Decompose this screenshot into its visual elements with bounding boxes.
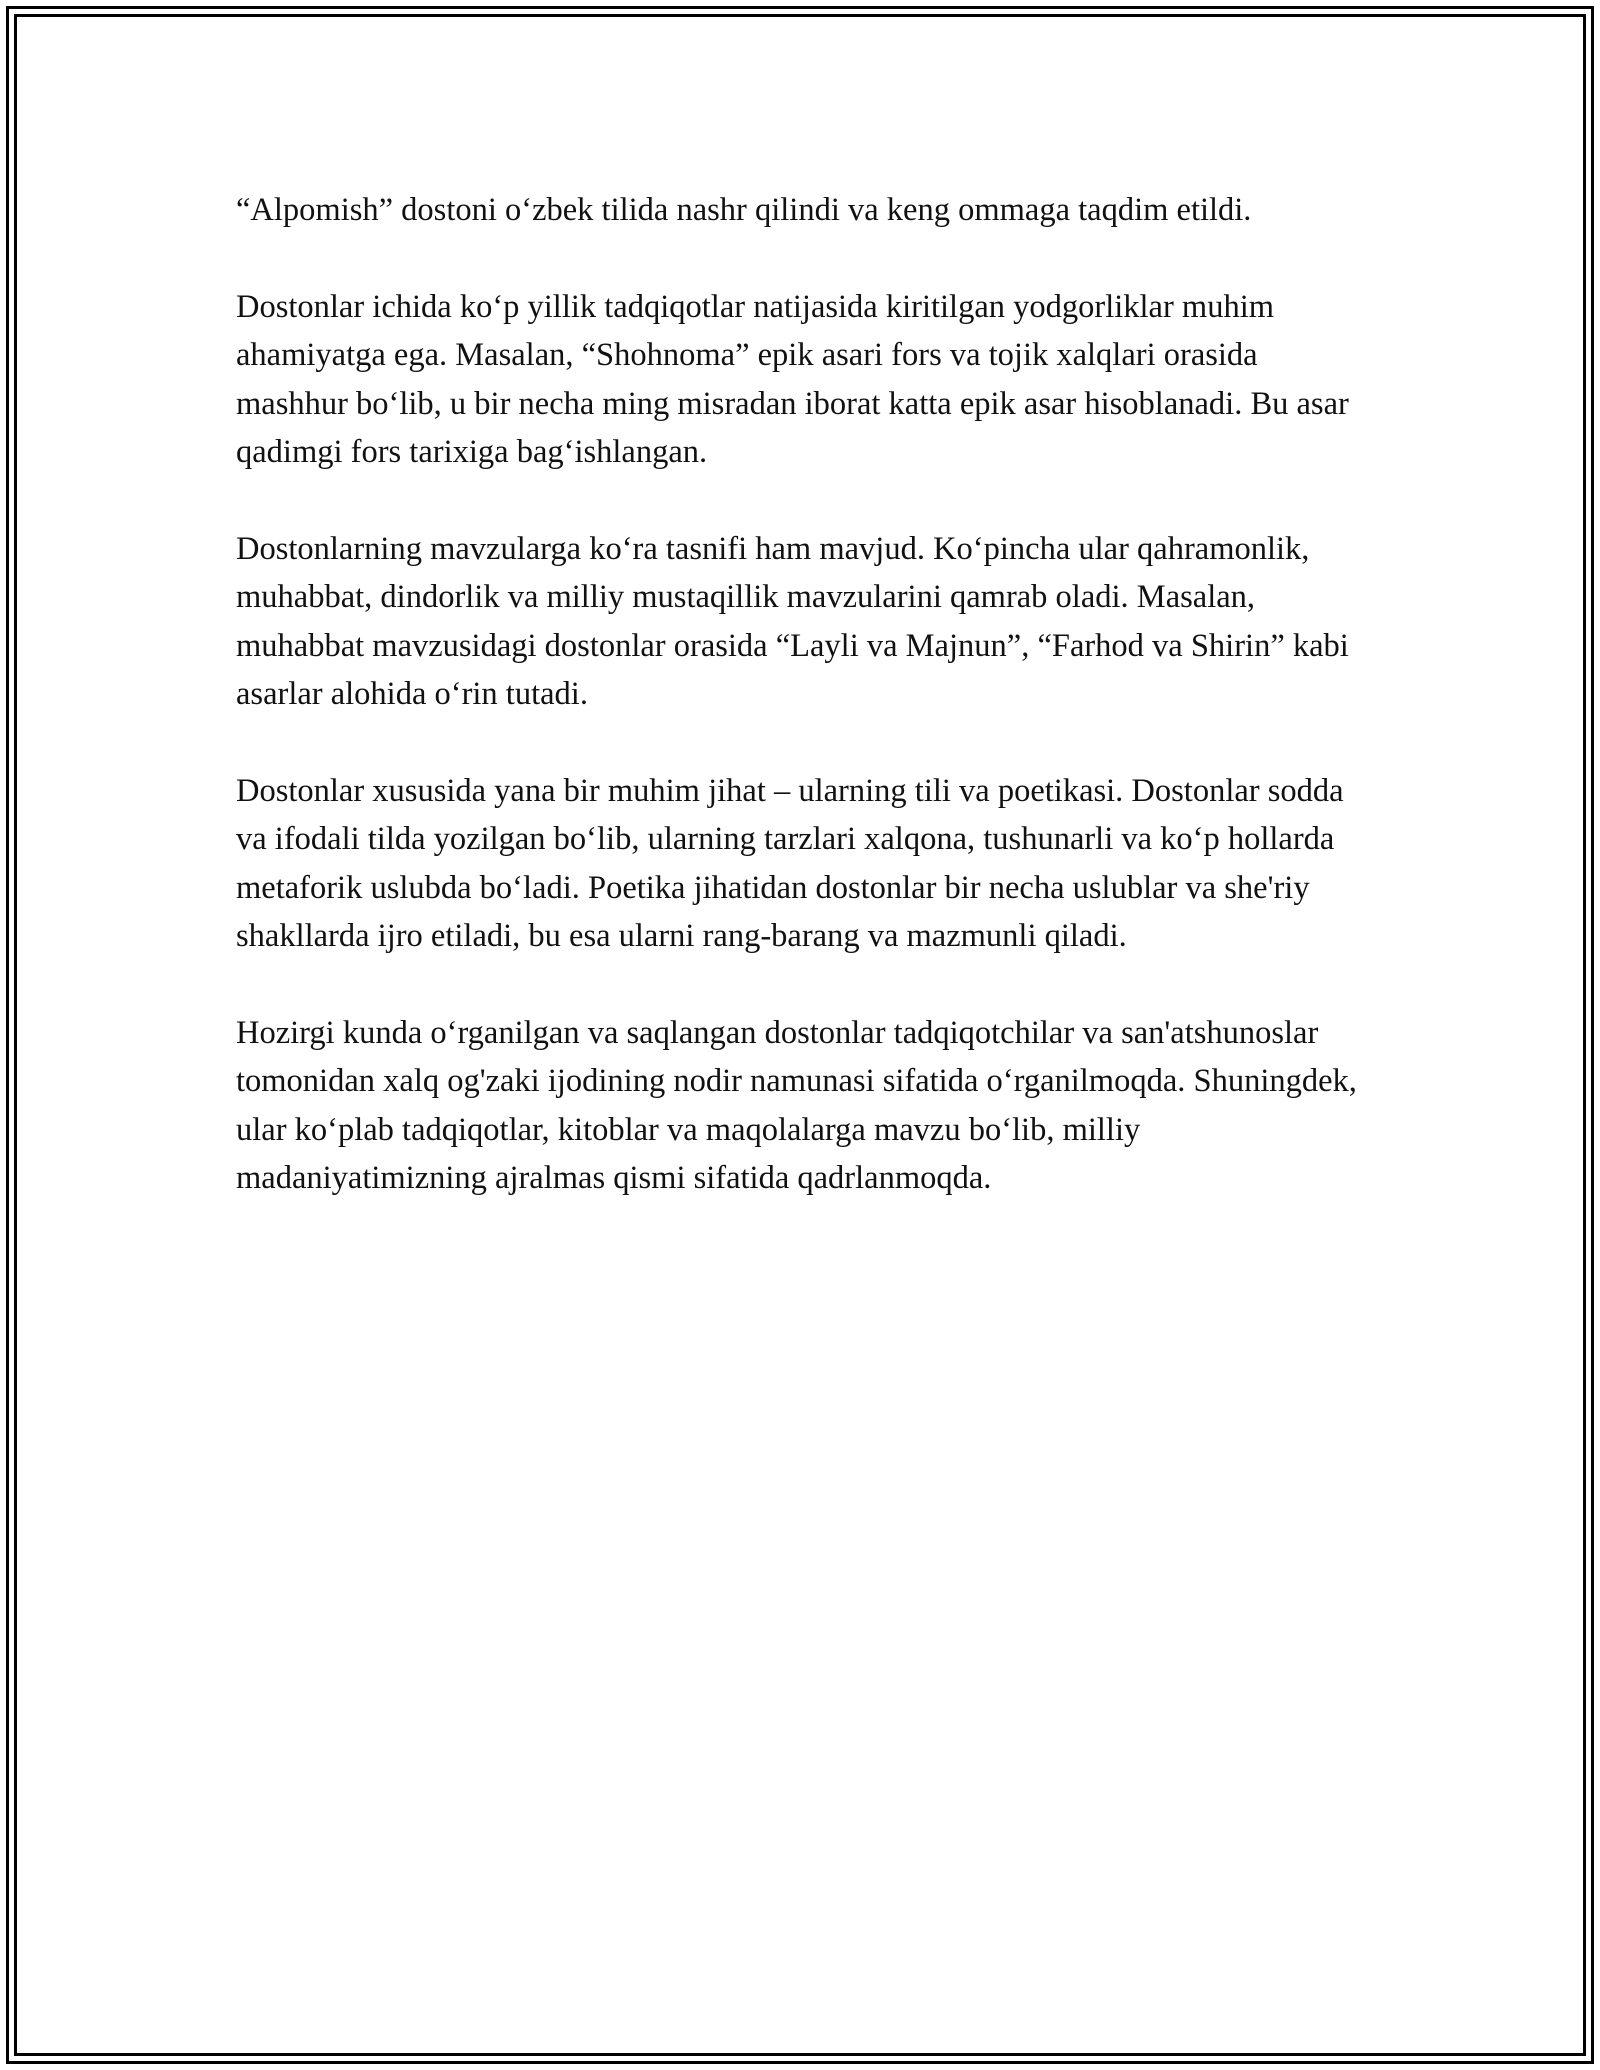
paragraph-shohnoma: Dostonlar ichida ko‘p yillik tadqiqotlar natijasida kiritilgan yodgorliklar muhim ahamiyatga ega. Masalan, “Shohnoma” epik asari fors va tojik xalqlari orasida mashhur bo‘lib, u bir necha ming misradan iborat katta epik asar hisoblanadi. Bu asar qadimgi fors tarixiga bag‘ishlangan. [236,288,1349,470]
paragraph-themes: Dostonlarning mavzularga ko‘ra tasnifi ham mavjud. Ko‘pincha ular qahramonlik, muhabbat, dindorlik va milliy mustaqillik mavzularini qamrab oladi. Masalan, muhabbat mavzusidagi dostonlar orasida “Layli va Majnun”, “Farhod va Shirin” kabi asarlar alohida o‘rin tutadi. [236,530,1349,712]
document-body [236,186,1376,1251]
paragraph-research: Hozirgi kunda o‘rganilgan va saqlangan dostonlar tadqiqotchilar va san'atshunoslar tomonidan xalq og'zaki ijodining nodir namunasi sifatida o‘rganilmoqda. Shuningdek, ular ko‘plab tadqiqotlar, kitoblar va maqolalarga mavzu bo‘lib, milliy madaniyatimizning ajralmas qismi sifatida qadrlanmoqda. [236,1014,1357,1196]
paragraph-alpomish: “Alpomish” dostoni o‘zbek tilida nashr qilindi va keng ommaga taqdim etildi. [236,192,1252,228]
paragraph-poetics: Dostonlar xususida yana bir muhim jihat – ularning tili va poetikasi. Dostonlar sodda va ifodali tilda yozilgan bo‘lib, ularning tarzlari xalqona, tushunarli va ko‘p hollarda metaforik uslubda bo‘ladi. Poetika jihatidan dostonlar bir necha uslublar va she'riy shakllarda ijro etiladi, bu esa ularni rang-barang va mazmunli qiladi. [236,772,1344,954]
